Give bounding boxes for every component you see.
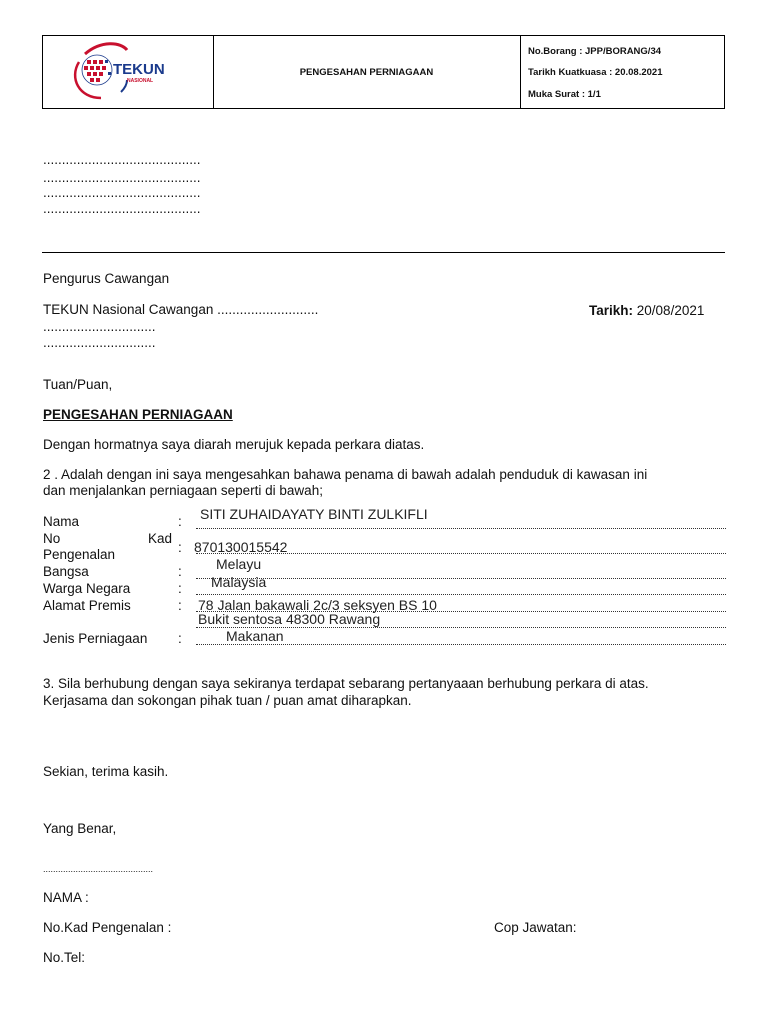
recipient-line-3: .............................. [43,319,156,334]
colon: : [178,514,182,529]
value-warga: Malaysia [211,574,267,590]
tarikh-kuatkuasa: Tarikh Kuatkuasa : 20.08.2021 [528,67,663,78]
value-alamat-2: Bukit sentosa 48300 Rawang [198,611,381,627]
dotline-bangsa [196,578,726,579]
sign-nama: NAMA : [43,890,89,905]
muka-surat: Muka Surat : 1/1 [528,89,601,100]
paragraph-3-line-1: 3. Sila berhubung dengan saya sekiranya terdapat sebarang pertanyaaan berhubung perkara di atas. [43,676,649,691]
colon: : [178,564,182,579]
closing: Sekian, terima kasih. [43,764,169,779]
dotline-warga [196,594,726,595]
subject: PENGESAHAN PERNIAGAAN [43,407,233,422]
label-nama: Nama [43,514,80,529]
label-jenis: Jenis Perniagaan [43,631,148,646]
label-pengenalan: Pengenalan [43,547,116,562]
label-warga-negara: Warga Negara [43,581,131,596]
divider [42,252,725,253]
dotline-nama [196,528,726,529]
value-ic: 870130015542 [194,539,288,555]
date-value: 20/08/2021 [636,303,705,318]
label-no: No [43,531,61,546]
recipient-branch: TEKUN Nasional Cawangan ........................... [43,302,319,317]
form-header [42,35,725,109]
salutation: Tuan/Puan, [43,377,113,392]
label-alamat: Alamat Premis [43,598,131,613]
value-alamat-1: 78 Jalan bakawali 2c/3 seksyen BS 10 [198,597,437,613]
letter-date [589,303,704,318]
address-line-1: .......................................... [43,152,201,167]
label-kad: Kad [148,531,173,546]
colon: : [178,581,182,596]
paragraph-2-line-1: 2 . Adalah dengan ini saya mengesahkan bahawa penama di bawah adalah penduduk di kawasan ini [43,467,648,482]
tekun-logo [43,36,213,108]
sign-tel: No.Tel: [43,950,86,965]
sign-ic: No.Kad Pengenalan : [43,920,172,935]
address-line-3: .......................................... [43,185,201,200]
form-meta [520,36,724,108]
value-nama: SITI ZUHAIDAYATY BINTI ZULKIFLI [200,506,428,522]
paragraph-1: Dengan hormatnya saya diarah merujuk kepada perkara diatas. [43,437,425,452]
colon: : [178,540,182,555]
address-line-4: .......................................... [43,201,201,216]
paragraph-3-line-2: Kerjasama dan sokongan pihak tuan / puan amat diharapkan. [43,693,412,708]
value-bangsa: Melayu [216,556,262,572]
recipient-line-4: .............................. [43,335,156,350]
logo-subtext: NASIONAL [127,78,154,84]
paragraph-2-line-2: dan menjalankan perniagaan seperti di bawah; [43,483,323,498]
logo-cell [43,36,214,108]
recipient-title: Pengurus Cawangan [43,271,170,286]
yang-benar: Yang Benar, [43,821,117,836]
value-jenis: Makanan [226,628,284,644]
label-bangsa: Bangsa [43,564,89,579]
no-borang: No.Borang : JPP/BORANG/34 [528,46,662,57]
signature-line: ............................................ [43,864,154,874]
colon: : [178,631,182,646]
logo-text: TEKUN [113,61,165,78]
date-label: Tarikh: [589,303,634,318]
sign-cop: Cop Jawatan: [494,920,577,935]
colon: : [178,598,182,613]
dotline-jenis [196,644,726,645]
address-line-2: .......................................... [43,170,201,185]
form-title: PENGESAHAN PERNIAGAAN [213,36,521,108]
